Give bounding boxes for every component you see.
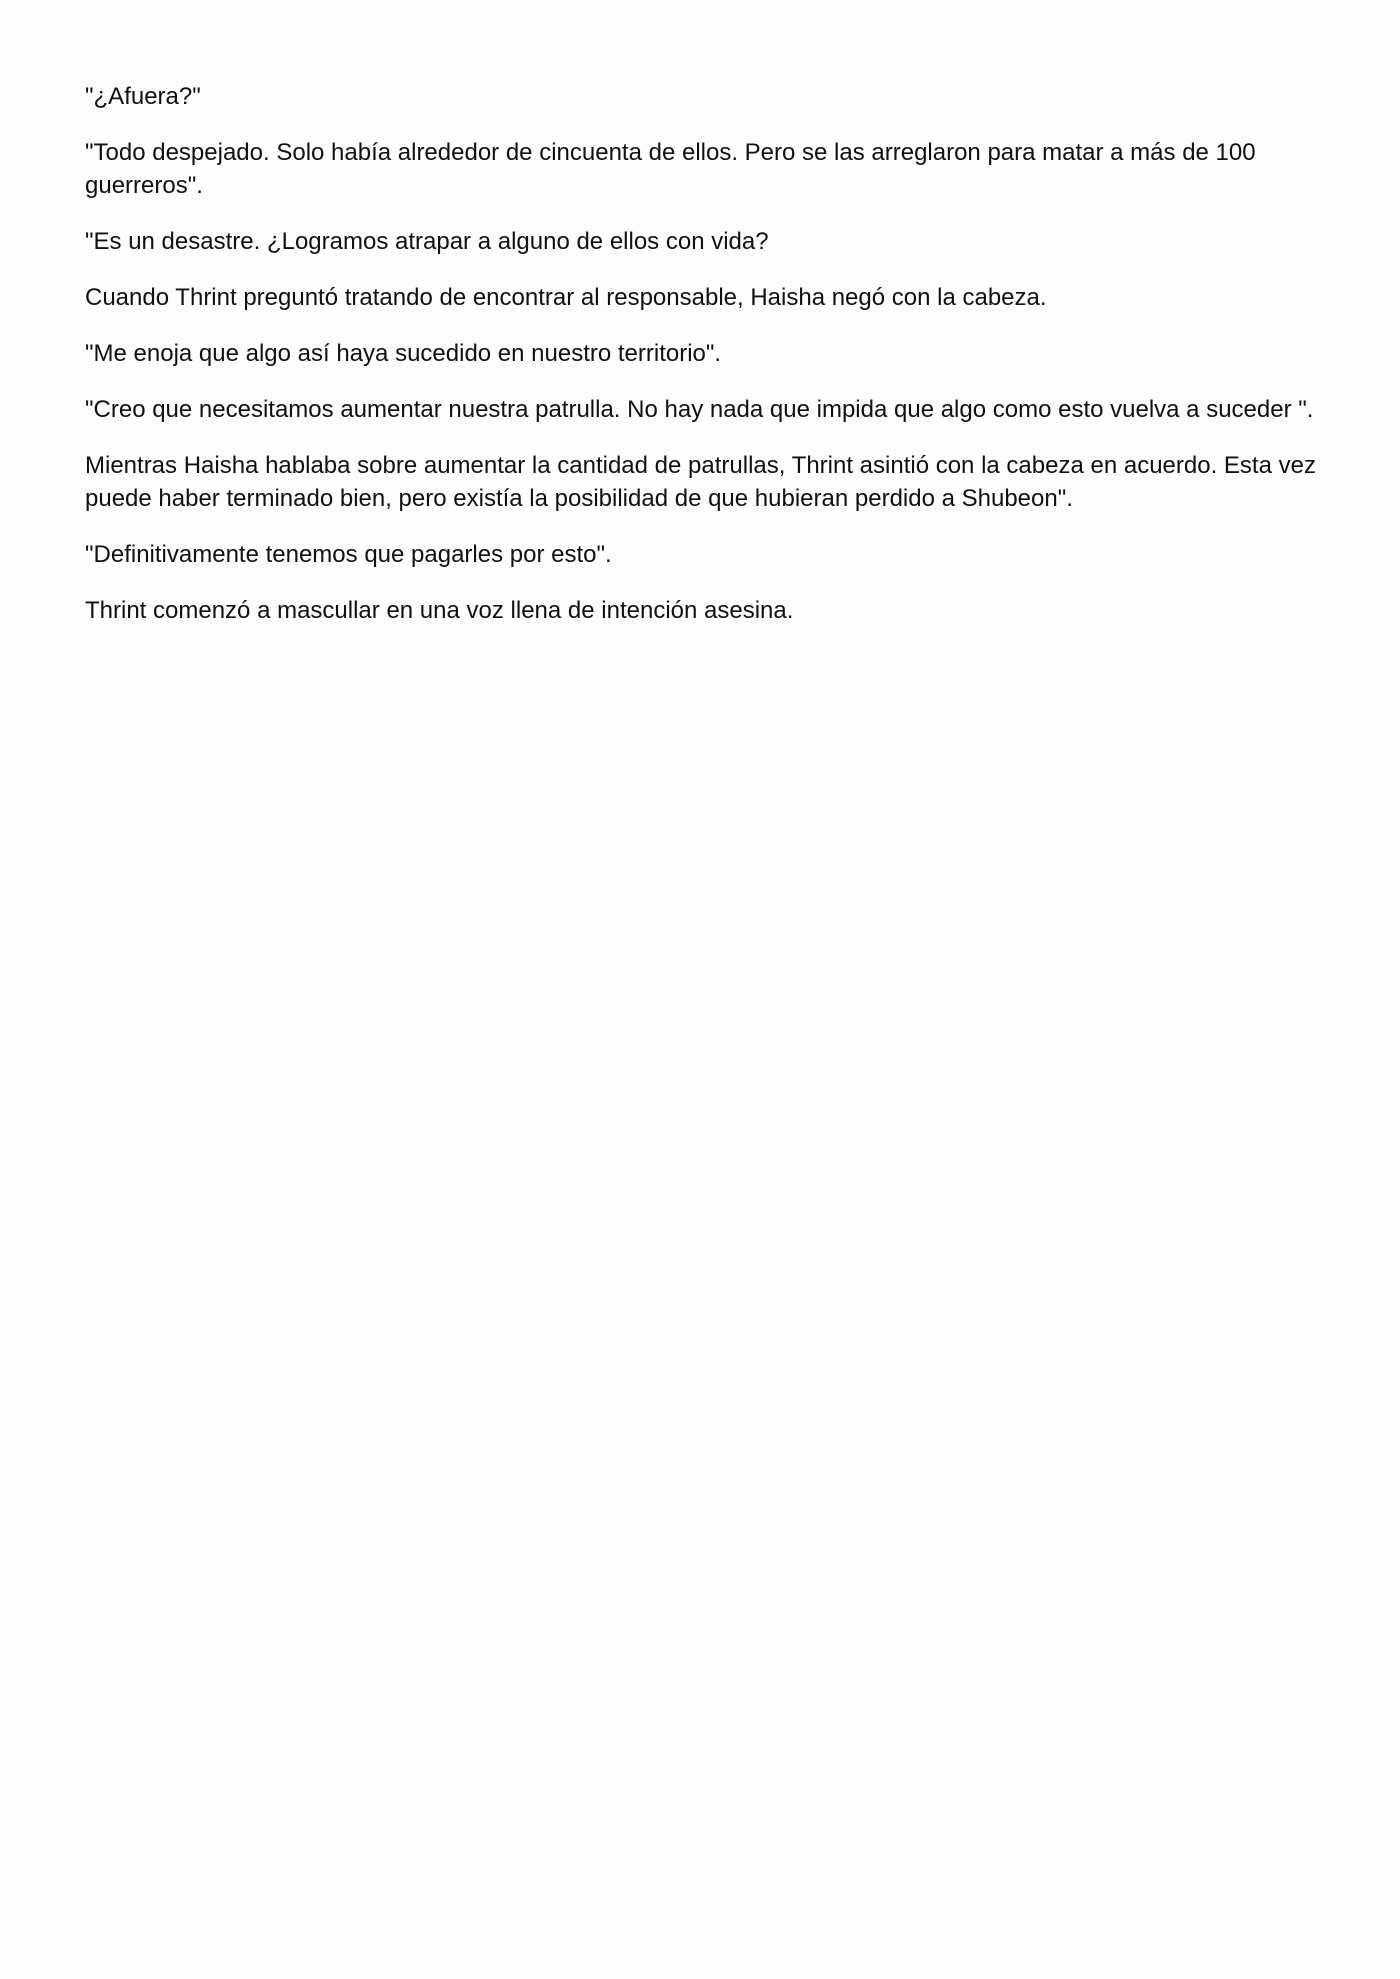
paragraph: "Es un desastre. ¿Logramos atrapar a alguno de ellos con vida? [85,228,769,255]
paragraph: "Todo despejado. Solo había alrededor de cincuenta de ellos. Pero se las arreglaron para matar a más de 100 guerreros". [85,139,1256,199]
paragraph: "Creo que necesitamos aumentar nuestra patrulla. No hay nada que impida que algo como esto vuelva a suceder ". [85,396,1314,423]
paragraph: "Definitivamente tenemos que pagarles por esto". [85,541,612,568]
paragraph: Mientras Haisha hablaba sobre aumentar la cantidad de patrullas, Thrint asintió con la cabeza en acuerdo. Esta vez puede haber terminado bien, pero existía la posibilidad de que hubieran perdido a Shubeon". [85,452,1316,512]
paragraph: Cuando Thrint preguntó tratando de encontrar al responsable, Haisha negó con la cabeza. [85,284,1047,311]
paragraph: "Me enoja que algo así haya sucedido en nuestro territorio". [85,340,722,367]
paragraph: "¿Afuera?" [85,83,201,110]
paragraph: Thrint comenzó a mascullar en una voz llena de intención asesina. [85,597,794,624]
document-body [85,80,1325,650]
